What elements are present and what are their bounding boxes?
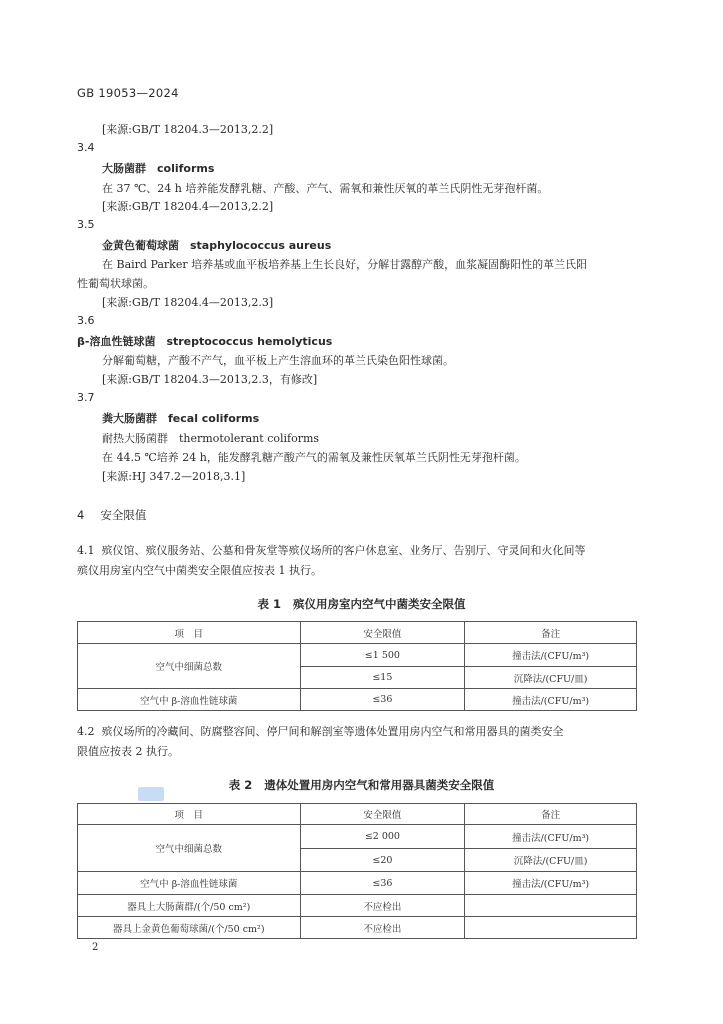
paragraph-4-2 <box>77 722 564 762</box>
header-note: 备注 <box>465 622 637 644</box>
note-cell: 撞击法/(CFU/m³) <box>465 825 637 849</box>
limit-cell: ≤15 <box>300 667 465 689</box>
header-note: 备注 <box>465 804 637 825</box>
note-cell: 撞击法/(CFU/m³) <box>465 872 637 895</box>
limit-cell: 不应检出 <box>300 917 465 939</box>
alternate-term: 耐热大肠菌群 thermotolerant coliforms <box>102 432 320 445</box>
table-row <box>78 917 637 939</box>
paragraph-line: 殡仪馆、殡仪服务站、公墓和骨灰堂等殡仪场所的客户休息室、业务厅、告别厅、守灵间和火化间等 <box>101 544 586 557</box>
limit-cell: ≤36 <box>300 689 465 711</box>
clause-number: 3.4 <box>77 141 95 154</box>
table-row <box>78 872 637 895</box>
item-cell: 器具上大肠菌群/(个/50 cm²) <box>78 895 301 917</box>
note-cell: 沉降法/(CFU/皿) <box>465 667 637 689</box>
limit-cell: 不应检出 <box>300 895 465 917</box>
header-limit: 安全限值 <box>300 622 465 644</box>
term-definition: 分解葡萄糖，产酸不产气，血平板上产生溶血环的革兰氏染色阳性球菌。 <box>102 354 454 367</box>
table-row <box>78 825 637 849</box>
paragraph-line: 殡仪用房室内空气中菌类安全限值应按表 1 执行。 <box>77 564 322 577</box>
section-title: 安全限值 <box>100 508 147 522</box>
standard-number-header: GB 19053—2024 <box>77 86 179 100</box>
note-cell <box>465 917 637 939</box>
entry-source: [来源:GB/T 18204.3—2013,2.2] <box>102 123 274 136</box>
section-number: 4 <box>77 508 85 522</box>
note-cell: 沉降法/(CFU/皿) <box>465 849 637 872</box>
table-row <box>78 895 637 917</box>
entry-source: [来源:GB/T 18204.3—2013,2.3，有修改] <box>102 373 318 386</box>
table2-title: 遗体处置用房内空气和常用器具菌类安全限值 <box>264 778 495 792</box>
limit-cell: ≤36 <box>300 872 465 895</box>
entry-source: [来源:GB/T 18204.4—2013,2.2] <box>102 200 274 213</box>
item-cell: 空气中 β-溶血性链球菌 <box>78 689 301 711</box>
term-definition: 在 37 ℃、24 h 培养能发酵乳糖、产酸、产气、需氧和兼性厌氧的革兰氏阴性无芽孢杆菌。 <box>102 182 549 195</box>
table2-label: 表 2 <box>228 778 253 792</box>
table-header-row <box>78 804 637 825</box>
table1-title: 殡仪用房室内空气中菌类安全限值 <box>293 597 466 611</box>
note-cell: 撞击法/(CFU/m³) <box>465 644 637 667</box>
watermark-stamp <box>138 787 164 801</box>
table-row <box>78 644 637 667</box>
paragraph-4-1 <box>77 541 586 581</box>
table2 <box>77 803 637 939</box>
clause-number: 3.7 <box>77 391 95 404</box>
table-header-row <box>78 622 637 644</box>
paragraph-number: 4.2 <box>77 725 95 738</box>
limit-cell: ≤1 500 <box>300 644 465 667</box>
entry-source: [来源:HJ 347.2—2018,3.1] <box>102 470 246 483</box>
table1-caption <box>0 596 723 612</box>
table1 <box>77 621 637 711</box>
term-definition: 在 Baird Parker 培养基或血平板培养基上生长良好，分解甘露醇产酸，血浆凝固酶阳性的革兰氏阳 <box>102 258 588 271</box>
header-limit: 安全限值 <box>300 804 465 825</box>
term-title: 粪大肠菌群 fecal coliforms <box>102 412 260 425</box>
entry-source: [来源:GB/T 18204.4—2013,2.3] <box>102 296 274 309</box>
term-definition-continued: 性葡萄状球菌。 <box>77 277 154 290</box>
page-number: 2 <box>92 942 99 953</box>
note-cell: 撞击法/(CFU/m³) <box>465 689 637 711</box>
section-heading <box>77 507 162 523</box>
term-definition: 在 44.5 ℃培养 24 h，能发酵乳糖产酸产气的需氧及兼性厌氧革兰氏阴性无芽孢杆菌。 <box>102 451 526 464</box>
term-title: β-溶血性链球菌 streptococcus hemolyticus <box>77 335 333 348</box>
clause-number: 3.6 <box>77 314 95 327</box>
clause-number: 3.5 <box>77 218 95 231</box>
header-item: 项 目 <box>78 804 301 825</box>
item-cell: 空气中 β-溶血性链球菌 <box>78 872 301 895</box>
limit-cell: ≤20 <box>300 849 465 872</box>
header-item: 项 目 <box>78 622 301 644</box>
paragraph-line: 限值应按表 2 执行。 <box>77 745 179 758</box>
item-cell: 空气中细菌总数 <box>78 644 301 689</box>
note-cell <box>465 895 637 917</box>
term-title: 金黄色葡萄球菌 staphylococcus aureus <box>102 239 332 252</box>
term-title: 大肠菌群 coliforms <box>102 162 215 175</box>
paragraph-line: 殡仪场所的冷藏间、防腐整容间、停尸间和解剖室等遗体处置用房内空气和常用器具的菌类安全 <box>101 725 564 738</box>
item-cell: 空气中细菌总数 <box>78 825 301 872</box>
table2-caption <box>0 777 723 793</box>
item-cell: 器具上金黄色葡萄球菌/(个/50 cm²) <box>78 917 301 939</box>
table1-label: 表 1 <box>257 597 281 611</box>
limit-cell: ≤2 000 <box>300 825 465 849</box>
paragraph-number: 4.1 <box>77 544 95 557</box>
table-row <box>78 689 637 711</box>
